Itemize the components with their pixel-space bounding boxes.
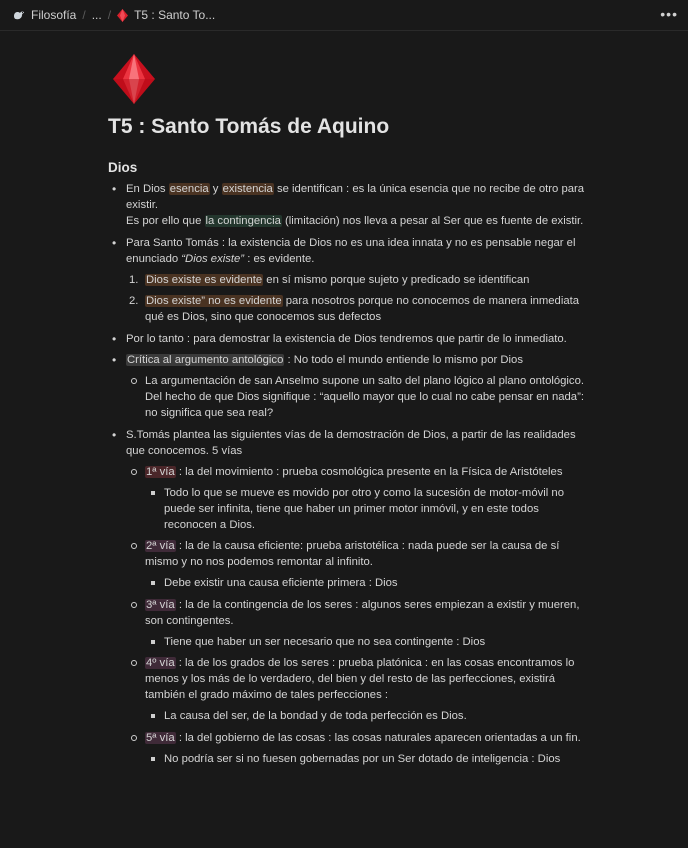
highlight-text: Dios existe es evidente — [146, 273, 263, 286]
text: S.Tomás plantea las siguientes vías de la demostración de Dios, a partir de las realidades que conocemos. 5 vías — [126, 428, 576, 457]
text: para nosotros porque no conocemos de manera inmediata qué es Dios, sino que conocemos sus defectos — [145, 295, 580, 323]
numbered-item[interactable] — [126, 272, 588, 288]
via-item[interactable] — [126, 655, 588, 724]
text: : No todo el mundo entiende lo mismo por Dios — [284, 354, 523, 366]
page-crumb-label: T5 : Santo To... — [134, 8, 216, 22]
list-item[interactable] — [108, 427, 588, 767]
text: Tiene que haber un ser necesario que no sea contingente : Dios — [164, 635, 486, 648]
detail-item[interactable] — [145, 708, 588, 724]
highlight-text: 3ª vía — [146, 598, 175, 611]
via-item[interactable] — [126, 730, 588, 767]
bullet-list — [108, 181, 588, 767]
detail-item[interactable] — [145, 751, 588, 767]
numbered-item[interactable] — [126, 293, 588, 325]
highlight-text: 5ª vía — [146, 731, 175, 744]
list-item[interactable] — [108, 331, 588, 347]
highlight-text: la contingencia — [205, 215, 281, 227]
sub-list — [126, 373, 588, 421]
text: : la del gobierno de las cosas : las cosas naturales aparecen orientadas a un fin. — [175, 731, 581, 744]
via-detail-list — [145, 708, 588, 724]
text: La causa del ser, de la bondad y de toda perfección es Dios. — [164, 710, 467, 722]
bird-icon — [12, 8, 26, 22]
sub-item[interactable] — [126, 373, 588, 421]
workspace-label: Filosofía — [31, 8, 77, 22]
breadcrumb-separator: / — [107, 8, 112, 22]
page-title[interactable]: T5 : Santo Tomás de Aquino — [108, 115, 390, 138]
text: se identifican : es la única esencia que no recibe de otro para existir. — [126, 183, 585, 211]
text: Para Santo Tomás : la existencia de Dios no es una idea innata y no es pensable negar el enunciado — [126, 236, 576, 265]
numbered-list — [126, 272, 588, 326]
text: La argumentación de san Anselmo supone un salto del plano lógico al plano ontológico. Del hecho de que Dios signifique : “aquello mayor que lo cual no cabe pensar en nada”: no significa que sea real? — [145, 375, 585, 419]
text: : la del movimiento : prueba cosmológica presente en la Física de Aristóteles — [175, 465, 563, 478]
highlight-text: 2ª vía — [146, 540, 175, 552]
text: Debe existir una causa eficiente primera : Dios — [164, 577, 398, 589]
via-item[interactable] — [126, 464, 588, 533]
list-item[interactable] — [108, 235, 588, 326]
breadcrumb-page[interactable] — [113, 6, 219, 24]
list-item[interactable] — [108, 352, 588, 421]
text: Es por ello que — [126, 215, 205, 227]
breadcrumb-workspace[interactable] — [8, 6, 80, 24]
via-item[interactable] — [126, 538, 588, 591]
breadcrumb-ellipsis[interactable] — [88, 6, 106, 24]
text: y — [209, 183, 222, 195]
breadcrumb-separator: / — [82, 8, 86, 22]
list-item[interactable] — [108, 181, 588, 229]
highlight-text: existencia — [222, 183, 273, 195]
detail-item[interactable] — [145, 485, 588, 533]
ellipsis-label: ... — [91, 8, 102, 22]
highlight-text: Dios existe” no es evidente — [146, 295, 282, 307]
page-icon-red-diamond[interactable] — [113, 54, 155, 104]
red-diamond-icon — [117, 9, 128, 22]
highlight-text: Crítica al argumento antológico — [127, 354, 284, 366]
text: : la de la causa eficiente: prueba aristotélica : nada puede ser la causa de sí mismo y no nos podemos remontar al infinito. — [145, 540, 560, 568]
via-detail-list — [145, 485, 588, 533]
topbar — [0, 0, 688, 30]
via-detail-list — [145, 575, 588, 591]
via-detail-list — [145, 751, 588, 767]
text-line — [126, 213, 588, 229]
text: No podría ser si no fuesen gobernadas por un Ser dotado de inteligencia : Dios — [164, 752, 561, 765]
via-item[interactable] — [126, 597, 588, 650]
highlight-text: 4º vía — [146, 657, 175, 669]
text: En Dios — [126, 183, 169, 195]
text: en sí mismo porque sujeto y predicado se identifican — [263, 273, 530, 286]
detail-item[interactable] — [145, 575, 588, 591]
section-heading[interactable]: Dios — [108, 160, 138, 175]
highlight-text: esencia — [169, 183, 209, 195]
text: Todo lo que se mueve es movido por otro y como la sucesión de motor-móvil no puede ser infinita, tiene que haber un primer motor inmóvil, y en este todos reconocen a Dios. — [164, 486, 564, 531]
text: : es evidente. — [244, 252, 315, 265]
vias-list — [126, 464, 588, 767]
via-detail-list — [145, 634, 588, 650]
italic-text: “Dios existe” — [181, 252, 245, 265]
text: Por lo tanto : para demostrar la existencia de Dios tendremos que partir de lo inmediato. — [126, 332, 567, 345]
text: : la de los grados de los seres : prueba platónica : en las cosas encontramos lo menos y los más de lo verdadero, del bien y del resto de las perfecciones, existirá también el grado máximo de tales perfecciones : — [145, 657, 575, 701]
page-content — [108, 54, 588, 772]
more-options-icon[interactable]: ••• — [660, 6, 678, 22]
text: (limitación) nos lleva a pesar al Ser que es fuente de existir. — [281, 215, 584, 227]
item-number: 1. — [129, 273, 139, 286]
highlight-text: 1ª vía — [146, 465, 175, 478]
text: : la de la contingencia de los seres : algunos seres empiezan a existir y mueren, son contingentes. — [145, 598, 580, 627]
item-number: 2. — [129, 295, 139, 307]
topbar-divider — [0, 30, 688, 31]
detail-item[interactable] — [145, 634, 588, 650]
